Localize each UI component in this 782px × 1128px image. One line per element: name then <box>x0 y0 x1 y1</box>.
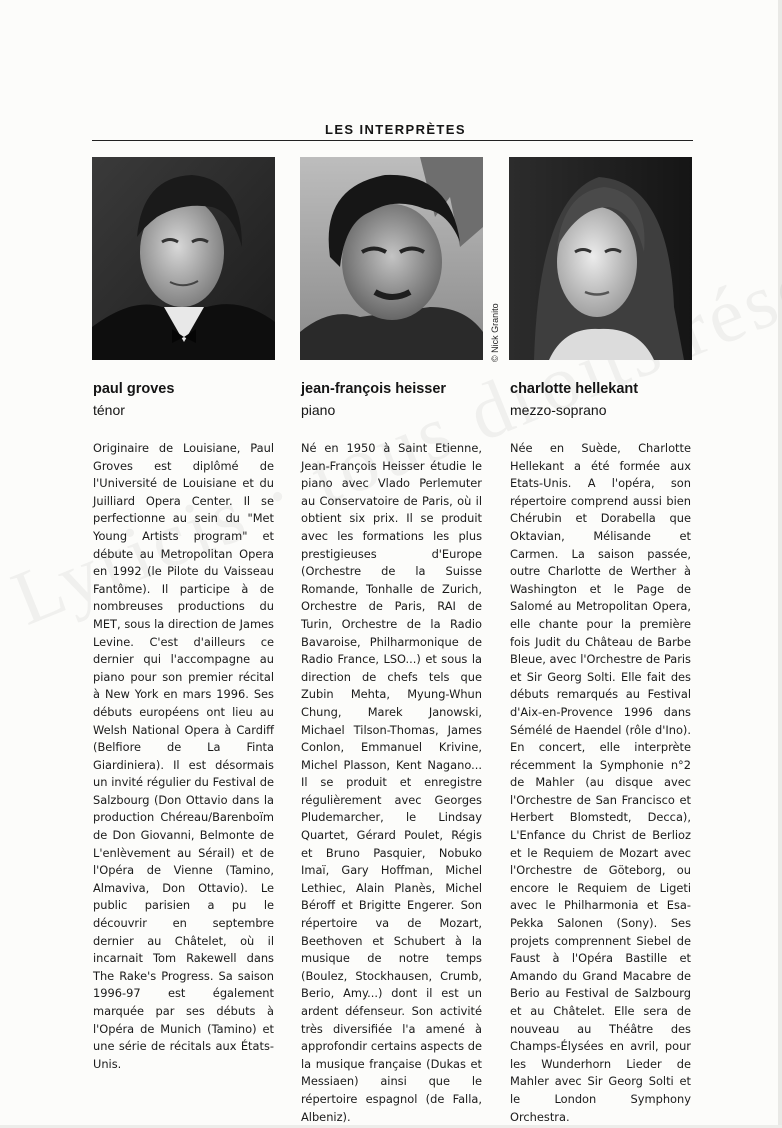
biography-text: Originaire de Louisiane, Paul Groves est diplômé de l'Université de Louisiane et du Juilliard Opera Center. Il se perfectionne au sein du "Met Young Artists program" et débute au Metropolitan Opera en 1992 (le Pilote du Vaisseau Fantôme). Il participe à de nombreuses productions du MET, sous la direction de James Levine. C'est d'ailleurs ce dernier qui l'accompagne au piano pour son premier récital à New York en mars 1996. Ses débuts européens ont lieu au Welsh National Opera à Cardiff (Belfiore de La Finta Giardiniera). Il est désormais un invité régulier du Festival de Salzbourg (Don Ottavio dans la production Chéreau/Barenboïm de Don Giovanni, Belmonte de L'enlèvement au Sérail) et de l'Opéra de Vienne (Tamino, Almaviva, Don Ottavio). Le public parisien a pu le découvrir en septembre dernier au Châtelet, où il incarnait Tom Rakewell dans The Rake's Progress. Sa saison 1996-97 est également marquée par ses débuts à l'Opéra de Munich (Tamino) et une série de récitals aux États-Unis. <box>93 441 274 1071</box>
page-edge-shadow <box>778 0 782 1128</box>
biography-text: Né en 1950 à Saint Etienne, Jean-François Heisser étudie le piano avec Vlado Perlemuter au Conservatoire de Paris, où il obtient six prix. Il se produit avec les formations les plus prestigieuses d'Europe (Orchestre de la Suisse Romande, Tonhalle de Zurich, Orchestre de Paris, RAI de Turin, Orchestre de la Radio Bavaroise, Philharmonique de Radio France, LSO...) et sous la direction de chefs tels que Zubin Mehta, Myung-Whun Chung, Marek Janowski, Michael Tilson-Thomas, James Conlon, Emmanuel Krivine, Michel Plasson, Kent Nagano... Il se produit et enregistre régulièrement avec Georges Pludemarcher, le Lindsay Quartet, Gérard Poulet, Régis et Bruno Pasquier, Nobuko Imaï, Gary Hoffman, Michel Lethiec, Alain Planès, Michel Béroff et Brigitte Engerer. Son répertoire va de Mozart, Beethoven et Schubert à la musique de notre temps (Boulez, Stockhausen, Crumb, Berio, Amy...) dont il est un ardent défenseur. Son activité très diversifiée l'a amené à approfondir certains aspects de la musique française (Dukas et Messiaen) ainsi que le répertoire espagnol (de Falla, Albeniz). <box>301 441 482 1124</box>
header-rule <box>92 140 693 141</box>
performer-role: piano <box>301 402 336 418</box>
biography-text: Née en Suède, Charlotte Hellekant a été formée aux Etats-Unis. A l'opéra, son répertoire comprend aussi bien Chérubin et Dorabella que Oktavian, Mélisande et Carmen. La saison passée, outre Charlotte de Werther à Washington et le Page de Salomé au Metropolitan Opera, elle chante pour la première fois Judit du Château de Barbe Bleue, avec l'Orchestre de Paris et Sir Georg Solti. Elle fait des débuts remarqués au Festival d'Aix-en-Provence 1996 dans Sémélé de Haendel (rôle d'Ino). En concert, elle interprète récemment la Symphonie n°2 de Mahler (au disque avec l'Orchestre de San Francisco et Herbert Blomstedt, Decca), L'Enfance du Christ de Berlioz et le Requiem de Mozart avec l'Orchestre de Göteborg, ou encore le Requiem de Ligeti avec le Philharmonia et Esa-Pekka Salonen (Sony). Ses projets comprennent Siebel de Faust à l'Opéra Bastille et Amando du Grand Macabre de Berio au Festival de Salzbourg et au Châtelet. Elle sera de nouveau au Théâtre des Champs-Élysées en avril, pour les Wunderhorn Lieder de Mahler avec Sir Georg Solti et le London Symphony Orchestra. <box>510 441 691 1124</box>
photo-jean-francois-heisser <box>300 157 483 360</box>
photo-charlotte-hellekant <box>509 157 692 360</box>
photo-credit: © Nick Granito <box>490 303 500 362</box>
biography-column <box>301 440 482 1126</box>
performer-name: charlotte hellekant <box>510 381 639 397</box>
biography-column <box>510 440 691 1126</box>
performer-role: mezzo-soprano <box>510 402 607 418</box>
section-title: LES INTERPRÈTES <box>325 122 466 137</box>
performer-role: ténor <box>93 402 125 418</box>
performer-name: jean-françois heisser <box>301 381 447 397</box>
performer-name: paul groves <box>93 381 175 397</box>
biography-column <box>93 440 274 1073</box>
photo-paul-groves <box>92 157 275 360</box>
